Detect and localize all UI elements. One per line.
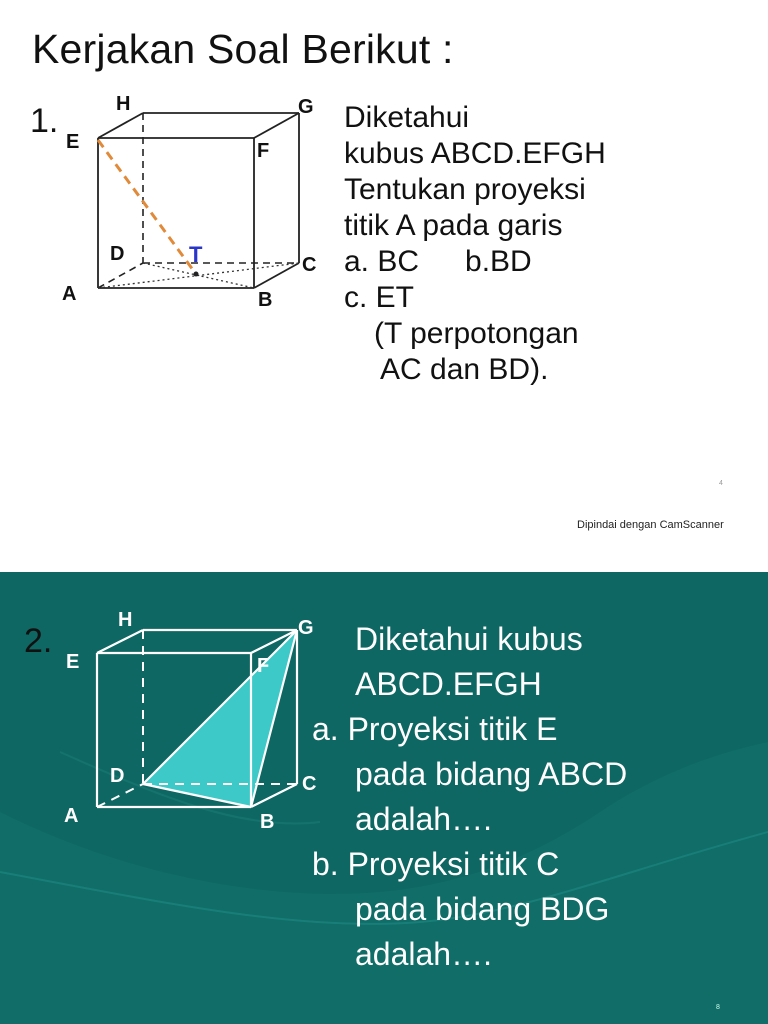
problem-1-line: Diketahui [344, 101, 470, 134]
label-E: E [66, 651, 80, 673]
option-b: b.BD [465, 245, 532, 278]
label-B: B [258, 289, 273, 311]
problem-2-line: Diketahui kubus [355, 621, 583, 657]
problem-1-line: kubus ABCD.EFGH [344, 137, 606, 170]
note-line-1: (T perpotongan [374, 317, 579, 350]
edge-BC [251, 784, 297, 807]
label-F: F [257, 655, 270, 677]
page-title: Kerjakan Soal Berikut : [32, 26, 454, 72]
part-b-line: pada bidang BDG [355, 891, 610, 927]
problem-1-line: titik A pada garis [344, 209, 563, 242]
page-mark: 8 [716, 1004, 720, 1011]
label-F: F [257, 140, 270, 162]
label-G: G [298, 617, 314, 639]
label-B: B [260, 811, 275, 833]
note-line-2: AC dan BD). [380, 353, 549, 386]
option-a: a. BC [344, 245, 420, 278]
label-A: A [64, 805, 79, 827]
page-mark: 4 [719, 480, 723, 487]
problem-2-line: ABCD.EFGH [355, 666, 542, 702]
part-a-line: adalah…. [355, 801, 492, 837]
part-b-line: b. Proyeksi titik C [312, 846, 560, 882]
problem-2-number: 2. [24, 622, 53, 660]
label-H: H [116, 93, 131, 115]
label-D: D [110, 243, 125, 265]
part-a-line: pada bidang ABCD [355, 756, 628, 792]
label-C: C [302, 773, 317, 795]
problem-1-line: Tentukan proyeksi [344, 173, 586, 206]
part-a-line: a. Proyeksi titik E [312, 711, 558, 747]
scanner-watermark: Dipindai dengan CamScanner [577, 519, 724, 531]
label-G: G [298, 96, 314, 118]
label-T: T [189, 242, 203, 267]
problem-2-text [312, 617, 752, 977]
part-b-line: adalah…. [355, 936, 492, 972]
label-E: E [66, 131, 80, 153]
label-A: A [62, 283, 77, 305]
edge-AD [97, 784, 143, 807]
option-c: c. ET [344, 281, 415, 314]
label-C: C [302, 254, 317, 276]
problem-1-number: 1. [30, 102, 59, 140]
label-D: D [110, 765, 125, 787]
edge-EH [97, 630, 143, 653]
label-H: H [118, 609, 133, 631]
